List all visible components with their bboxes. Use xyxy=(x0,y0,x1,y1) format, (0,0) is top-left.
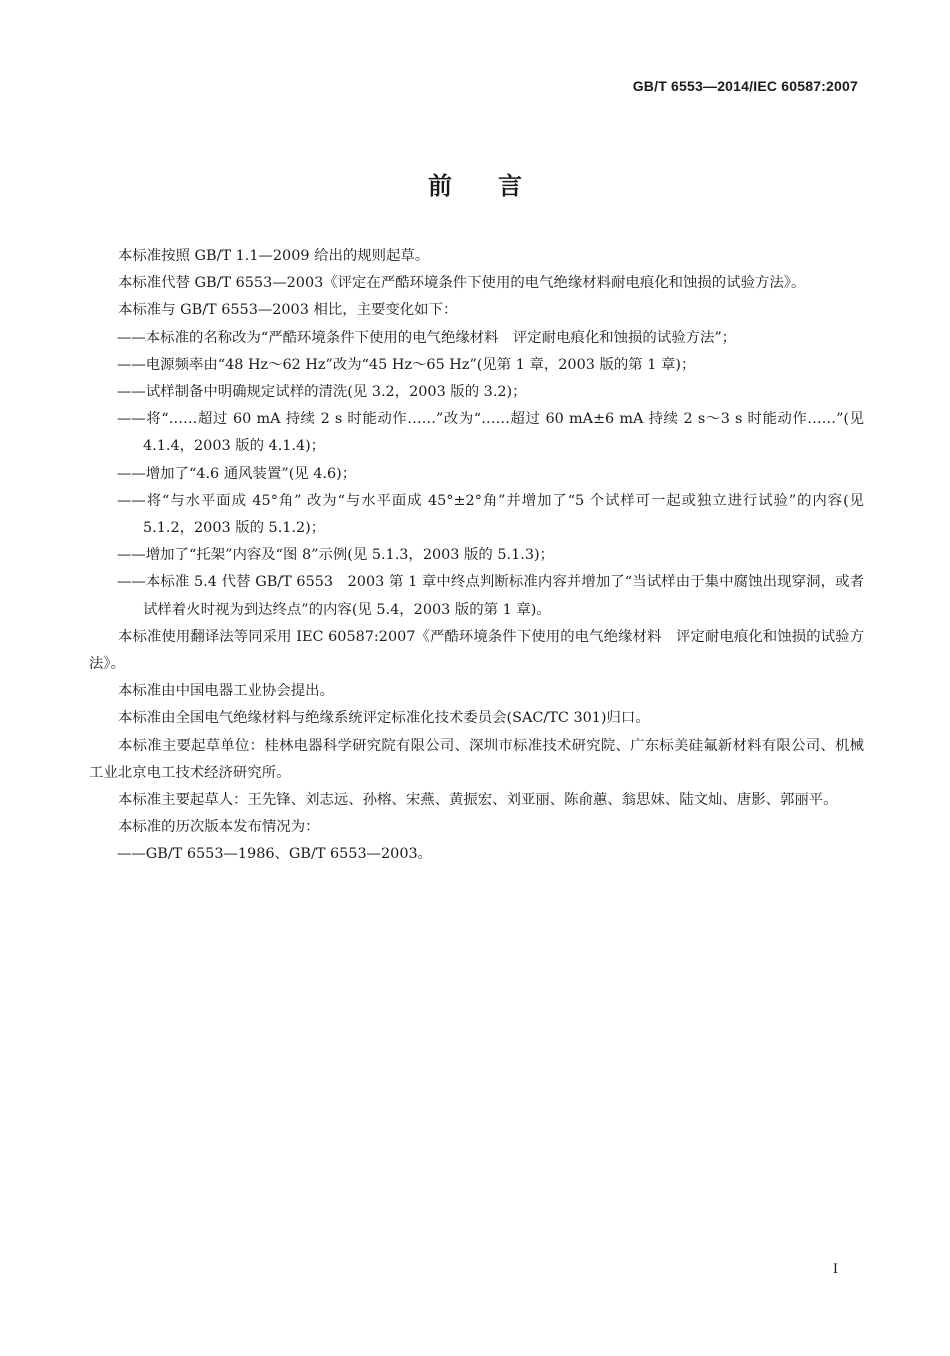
change-item: ——将“……超过 60 mA 持续 2 s 时能动作……”改为“……超过 60 mA±6 mA 持续 2 s～3 s 时能动作……”(见 4.1.4，2003 版的 4.1.4)； xyxy=(117,411,864,455)
change-item: ——本标准的名称改为“严酷环境条件下使用的电气绝缘材料 评定耐电痕化和蚀损的试验方法”； xyxy=(117,329,737,346)
change-item: ——增加了“4.6 通风装置”(见 4.6)； xyxy=(117,465,357,482)
change-item: ——将“与水平面成 45°角” 改为“与水平面成 45°±2°角”并增加了“5 个试样可一起或独立进行试验”的内容(见 5.1.2，2003 版的 5.1.2)； xyxy=(117,492,864,537)
paragraph-drafting-rules: 本标准按照 GB/T 1.1—2009 给出的规则起草。 xyxy=(118,248,430,264)
standard-code-header: GB/T 6553—2014/IEC 60587:2007 xyxy=(632,78,858,94)
paragraph-drafters: 本标准主要起草人：王先锋、刘志远、孙榕、宋燕、黄振宏、刘亚丽、陈俞蕙、翁思妹、陆文灿、唐影、郭丽平。 xyxy=(118,792,838,809)
paragraph-changes-intro: 本标准与 GB/T 6553—2003 相比，主要变化如下： xyxy=(118,302,458,319)
paragraph-replaces: 本标准代替 GB/T 6553—2003《评定在严酷环境条件下使用的电气绝缘材料耐电痕化和蚀损的试验方法》。 xyxy=(118,275,806,292)
paragraph-centralized-by: 本标准由全国电气绝缘材料与绝缘系统评定标准化技术委员会(SAC/TC 301)归口。 xyxy=(118,710,650,727)
page-number: I xyxy=(832,1262,838,1277)
paragraph-translation-method: 本标准使用翻译法等同采用 IEC 60587:2007《严酷环境条件下使用的电气绝缘材料 评定耐电痕化和蚀损的试验方法》。 xyxy=(89,628,864,673)
paragraph-proposed-by: 本标准由中国电器工业协会提出。 xyxy=(118,683,334,700)
paragraph-history-intro: 本标准的历次版本发布情况为： xyxy=(118,819,320,836)
history-item: ——GB/T 6553—1986、GB/T 6553—2003。 xyxy=(117,846,433,863)
page-title: 前言 xyxy=(428,172,568,200)
paragraph-drafting-units: 本标准主要起草单位：桂林电器科学研究院有限公司、深圳市标准技术研究院、广东标美硅氟新材料有限公司、机械工业北京电工技术经济研究所。 xyxy=(89,737,864,781)
change-item: ——试样制备中明确规定试样的清洗(见 3.2，2003 版的 3.2)； xyxy=(117,384,527,401)
change-item: ——增加了“托架”内容及“图 8”示例(见 5.1.3，2003 版的 5.1.3)； xyxy=(117,547,554,564)
change-item: ——本标准 5.4 代替 GB/T 6553 2003 第 1 章中终点判断标准内容并增加了“当试样由于集中腐蚀出现穿洞，或者试样着火时视为到达终点”的内容(见 5.4，2003 版的第 1 章)。 xyxy=(117,574,864,618)
change-item: ——电源频率由“48 Hz～62 Hz”改为“45 Hz～65 Hz”(见第 1 章，2003 版的第 1 章)； xyxy=(117,356,696,373)
foreword-body xyxy=(89,243,864,869)
